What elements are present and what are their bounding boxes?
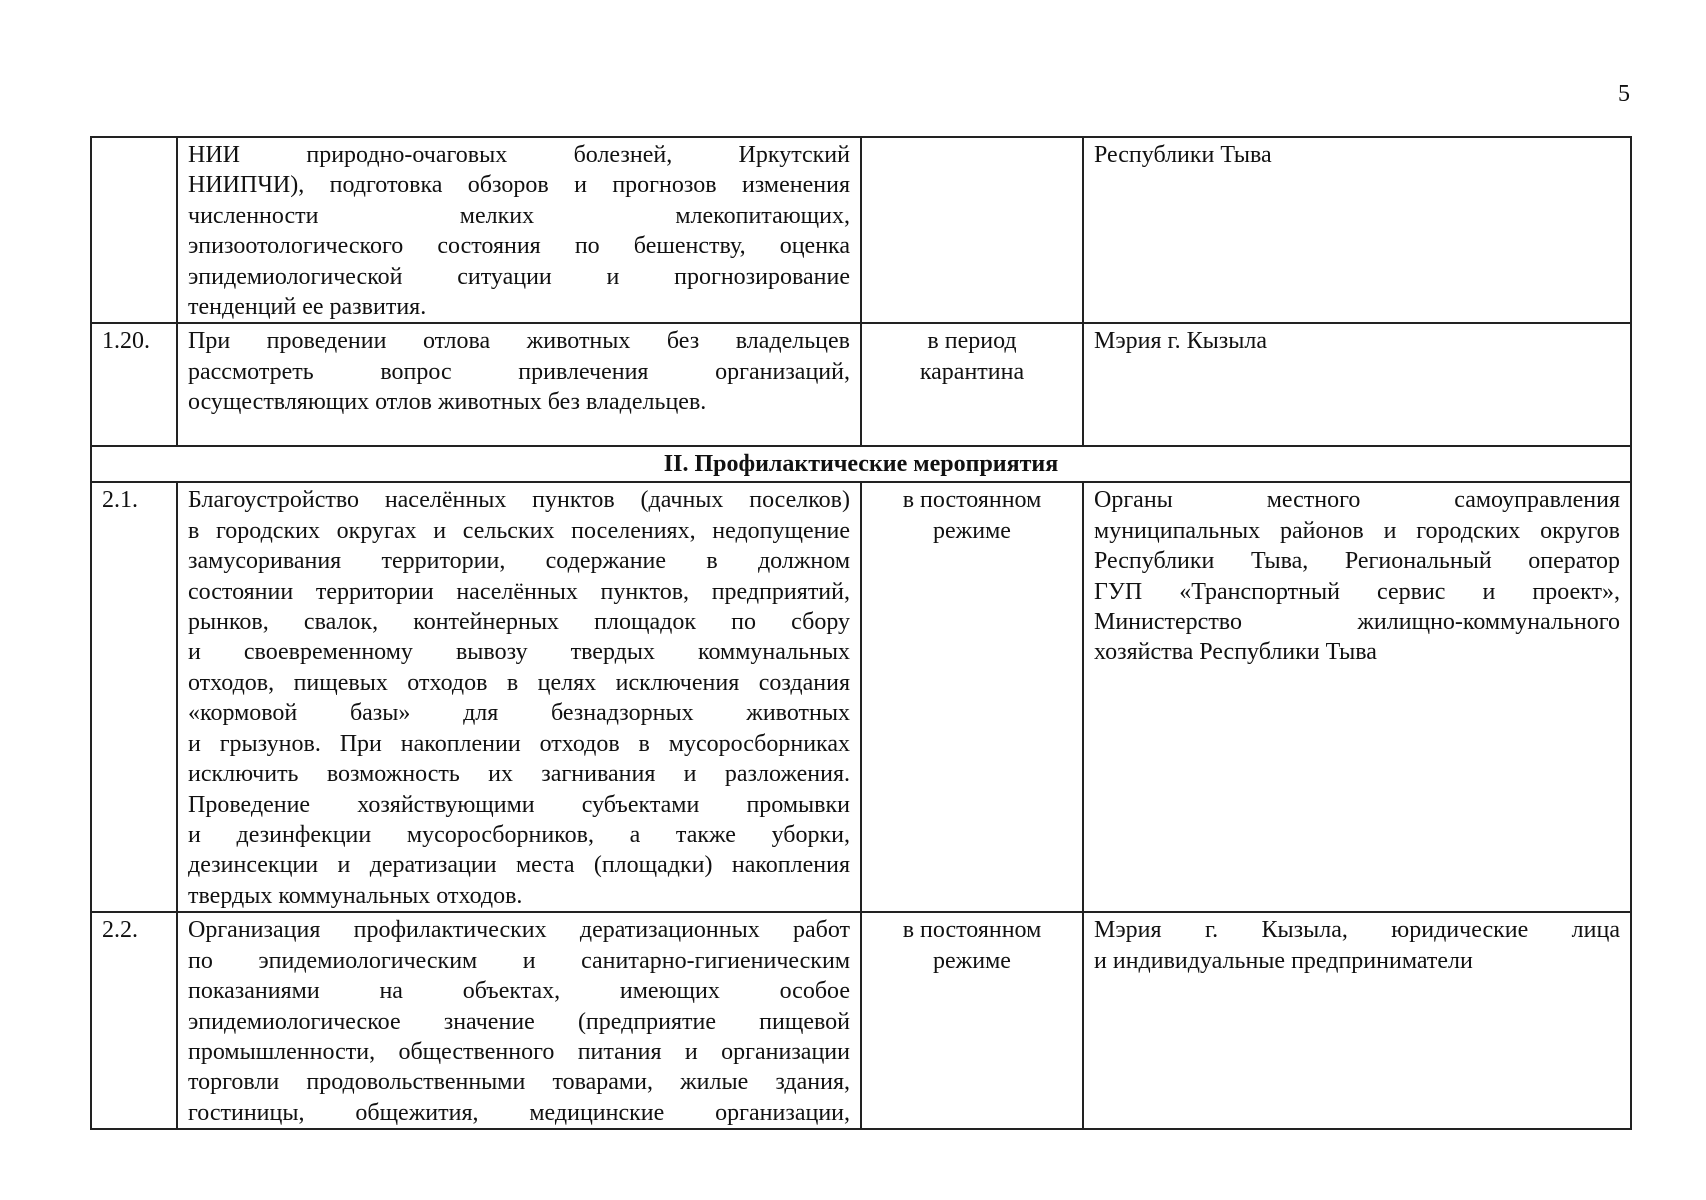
executor-line: и индивидуальные предприниматели [1094, 947, 1473, 974]
description-line: и своевременному вывозу твердых коммунальных [188, 639, 850, 666]
term-line: в постоянном [902, 487, 1042, 514]
description-line: показаниями на объектах, имеющих особое [188, 978, 850, 1005]
term-line: карантина [919, 358, 1025, 385]
measures-table [90, 136, 1632, 1130]
description-line: и дезинфекции мусоросборников, а также уборки, [188, 821, 850, 848]
executor-line: Мэрия г. Кызыла [1094, 328, 1268, 355]
description-line: состоянии территории населённых пунктов, предприятий, [188, 578, 850, 605]
description-line: гостиницы, общежития, медицинские организации, [188, 1099, 850, 1126]
description-line: НИИПЧИ), подготовка обзоров и прогнозов изменения [188, 172, 850, 199]
description-line: рынков, свалок, контейнерных площадок по сбору [188, 609, 850, 636]
executor-line: муниципальных районов и городских округов [1094, 517, 1620, 544]
table-row-2-1 [91, 482, 1631, 912]
executor-cell [1083, 482, 1631, 912]
executor-cell [1083, 912, 1631, 1129]
description-line: эпидемиологическое значение (предприятие пищевой [188, 1008, 850, 1035]
row-number: 1.20. [91, 323, 177, 446]
executor-line: Республики Тыва [1094, 142, 1272, 168]
description-line: НИИ природно-очаговых болезней, Иркутский [188, 142, 850, 168]
description-line: рассмотреть вопрос привлечения организаций, [188, 358, 850, 385]
table-row-1-20 [91, 323, 1631, 446]
description-line: «кормовой базы» для безнадзорных животных [188, 700, 850, 727]
term-cell [861, 323, 1083, 446]
description-line: твердых коммунальных отходов. [188, 882, 523, 909]
description-line: тенденций ее развития. [188, 294, 427, 321]
term-cell [861, 912, 1083, 1129]
term-line: режиме [933, 947, 1011, 974]
description-line: осуществляющих отлов животных без владельцев. [188, 389, 707, 416]
page-number: 5 [1618, 81, 1630, 107]
section-title: II. Профилактические мероприятия [91, 446, 1631, 482]
description-line: в городских округах и сельских поселениях, недопущение [188, 517, 850, 544]
description-line: численности мелких млекопитающих, [188, 202, 850, 229]
measure-description-cell [177, 912, 861, 1129]
description-line: Благоустройство населённых пунктов (дачных поселков) [188, 487, 850, 514]
executor-line: Республики Тыва, Региональный оператор [1094, 548, 1620, 575]
description-line: эпидемиологической ситуации и прогнозирование [188, 263, 850, 290]
term-line: режиме [933, 517, 1011, 544]
executor-line: Мэрия г. Кызыла, юридические лица [1094, 917, 1620, 944]
description-line: и грызунов. При накоплении отходов в мусоросборниках [188, 730, 850, 757]
description-line: промышленности, общественного питания и организации [188, 1039, 850, 1066]
executor-cell [1083, 137, 1631, 323]
description-line: Организация профилактических дератизационных работ [188, 917, 850, 944]
executor-line: Министерство жилищно-коммунального [1094, 609, 1620, 636]
row-number-cell [91, 137, 177, 323]
description-line: отходов, пищевых отходов в целях исключения создания [188, 669, 850, 696]
row-number: 2.1. [91, 482, 177, 912]
measure-description-cell [177, 482, 861, 912]
section-header-row [91, 446, 1631, 482]
executor-cell [1083, 323, 1631, 446]
description-line: торговли продовольственными товарами, жилые здания, [188, 1069, 850, 1096]
term-line: в постоянном [902, 917, 1042, 944]
description-line: исключить возможность их загнивания и разложения. [188, 761, 850, 788]
measure-description-cell [177, 137, 861, 323]
row-number: 2.2. [91, 912, 177, 1129]
executor-line: ГУП «Транспортный сервис и проект», [1094, 578, 1620, 605]
description-line: эпизоотологического состояния по бешенству, оценка [188, 233, 850, 260]
term-cell [861, 482, 1083, 912]
table-row-2-2 [91, 912, 1631, 1129]
description-line: Проведение хозяйствующими субъектами промывки [188, 791, 850, 818]
description-line: При проведении отлова животных без владельцев [188, 328, 850, 355]
description-line: дезинсекции и дератизации места (площадки) накопления [188, 852, 850, 879]
measure-description-cell [177, 323, 861, 446]
table-row-continuation [91, 137, 1631, 323]
description-line: замусоривания территории, содержание в должном [188, 548, 850, 575]
term-cell [861, 137, 1083, 323]
term-line: в период [927, 328, 1017, 355]
description-line: по эпидемиологическим и санитарно-гигиеническим [188, 947, 850, 974]
executor-line: Органы местного самоуправления [1094, 487, 1620, 514]
executor-line: хозяйства Республики Тыва [1094, 639, 1377, 666]
